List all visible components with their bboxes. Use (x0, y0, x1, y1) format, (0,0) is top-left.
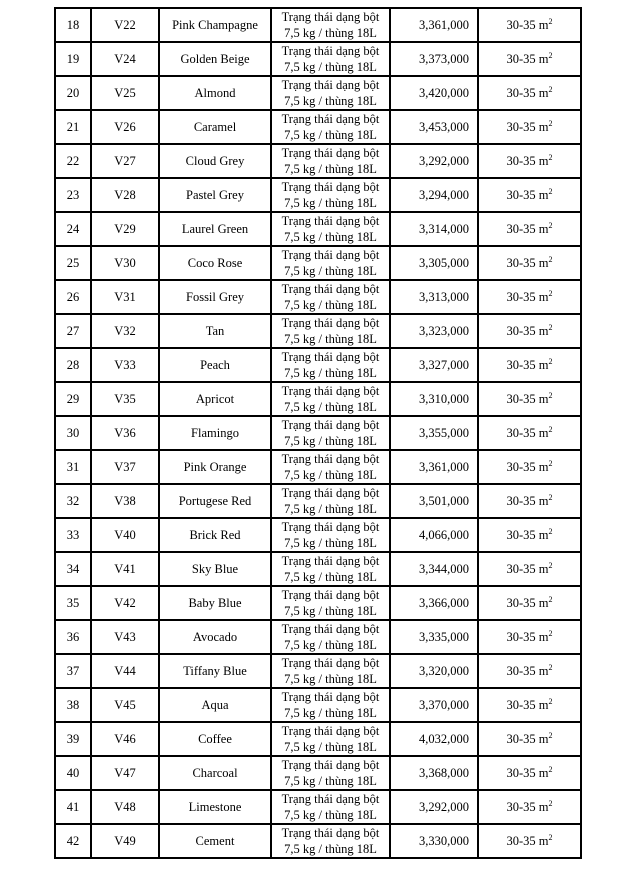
coverage-area-unit-superscript: 2 (548, 356, 553, 366)
product-state-cell (271, 382, 390, 416)
coverage-area-cell (478, 178, 581, 212)
product-state-line1: Trạng thái dạng bột (281, 350, 380, 364)
coverage-area-value: 30-35 m (506, 153, 549, 168)
product-state-cell (271, 824, 390, 858)
product-state-line1: Trạng thái dạng bột (281, 724, 380, 738)
color-name-cell: Tiffany Blue (159, 654, 271, 688)
table-row (55, 8, 581, 42)
coverage-area-cell (478, 552, 581, 586)
color-code-cell: V47 (91, 756, 159, 790)
product-state-cell (271, 756, 390, 790)
coverage-area-unit-superscript: 2 (548, 696, 553, 706)
coverage-area-cell (478, 8, 581, 42)
product-state-line1: Trạng thái dạng bột (281, 792, 380, 806)
product-state-line2: 7,5 kg / thùng 18L (284, 808, 377, 822)
coverage-area-cell (478, 518, 581, 552)
table-row (55, 688, 581, 722)
row-number-cell: 41 (55, 790, 91, 824)
row-number-cell: 40 (55, 756, 91, 790)
coverage-area-cell (478, 280, 581, 314)
table-row (55, 110, 581, 144)
product-state-line1: Trạng thái dạng bột (281, 10, 380, 24)
product-state-cell (271, 722, 390, 756)
price-cell: 3,335,000 (390, 620, 478, 654)
price-cell: 3,370,000 (390, 688, 478, 722)
color-code-cell: V38 (91, 484, 159, 518)
color-code-cell: V41 (91, 552, 159, 586)
coverage-area-cell (478, 688, 581, 722)
coverage-area-unit-superscript: 2 (548, 16, 553, 26)
product-state-cell (271, 42, 390, 76)
product-state-line2: 7,5 kg / thùng 18L (284, 842, 377, 856)
color-code-cell: V25 (91, 76, 159, 110)
row-number-cell: 34 (55, 552, 91, 586)
coverage-area-value: 30-35 m (506, 493, 549, 508)
product-state-cell (271, 76, 390, 110)
product-state-line2: 7,5 kg / thùng 18L (284, 298, 377, 312)
color-name-cell: Aqua (159, 688, 271, 722)
table-row (55, 450, 581, 484)
product-state-line1: Trạng thái dạng bột (281, 418, 380, 432)
color-code-cell: V43 (91, 620, 159, 654)
color-name-cell: Flamingo (159, 416, 271, 450)
product-state-line1: Trạng thái dạng bột (281, 758, 380, 772)
row-number-cell: 33 (55, 518, 91, 552)
color-name-cell: Almond (159, 76, 271, 110)
coverage-area-value: 30-35 m (506, 357, 549, 372)
product-state-cell (271, 654, 390, 688)
coverage-area-value: 30-35 m (506, 323, 549, 338)
color-name-cell: Caramel (159, 110, 271, 144)
coverage-area-value: 30-35 m (506, 425, 549, 440)
coverage-area-unit-superscript: 2 (548, 628, 553, 638)
price-cell: 3,361,000 (390, 450, 478, 484)
product-state-line2: 7,5 kg / thùng 18L (284, 774, 377, 788)
price-table-body (55, 8, 581, 858)
color-code-cell: V48 (91, 790, 159, 824)
color-name-cell: Baby Blue (159, 586, 271, 620)
product-state-line2: 7,5 kg / thùng 18L (284, 638, 377, 652)
row-number-cell: 38 (55, 688, 91, 722)
coverage-area-cell (478, 654, 581, 688)
price-cell: 3,453,000 (390, 110, 478, 144)
table-row (55, 382, 581, 416)
price-cell: 3,501,000 (390, 484, 478, 518)
table-row (55, 178, 581, 212)
coverage-area-value: 30-35 m (506, 595, 549, 610)
price-cell: 3,310,000 (390, 382, 478, 416)
row-number-cell: 19 (55, 42, 91, 76)
coverage-area-unit-superscript: 2 (548, 832, 553, 842)
product-state-cell (271, 110, 390, 144)
product-state-line2: 7,5 kg / thùng 18L (284, 94, 377, 108)
product-state-line1: Trạng thái dạng bột (281, 384, 380, 398)
price-cell: 3,420,000 (390, 76, 478, 110)
row-number-cell: 39 (55, 722, 91, 756)
coverage-area-unit-superscript: 2 (548, 390, 553, 400)
coverage-area-value: 30-35 m (506, 765, 549, 780)
coverage-area-cell (478, 246, 581, 280)
coverage-area-cell (478, 416, 581, 450)
product-state-line1: Trạng thái dạng bột (281, 622, 380, 636)
price-cell: 3,327,000 (390, 348, 478, 382)
price-cell: 3,313,000 (390, 280, 478, 314)
color-name-cell: Cement (159, 824, 271, 858)
coverage-area-cell (478, 722, 581, 756)
row-number-cell: 26 (55, 280, 91, 314)
product-state-line1: Trạng thái dạng bột (281, 826, 380, 840)
product-state-cell (271, 484, 390, 518)
product-state-line2: 7,5 kg / thùng 18L (284, 706, 377, 720)
color-name-cell: Pink Orange (159, 450, 271, 484)
coverage-area-cell (478, 110, 581, 144)
color-name-cell: Cloud Grey (159, 144, 271, 178)
coverage-area-unit-superscript: 2 (548, 118, 553, 128)
row-number-cell: 42 (55, 824, 91, 858)
color-code-cell: V27 (91, 144, 159, 178)
row-number-cell: 23 (55, 178, 91, 212)
coverage-area-unit-superscript: 2 (548, 730, 553, 740)
color-code-cell: V46 (91, 722, 159, 756)
coverage-area-unit-superscript: 2 (548, 424, 553, 434)
product-state-line2: 7,5 kg / thùng 18L (284, 570, 377, 584)
price-cell: 3,330,000 (390, 824, 478, 858)
coverage-area-unit-superscript: 2 (548, 764, 553, 774)
color-code-cell: V26 (91, 110, 159, 144)
product-state-line1: Trạng thái dạng bột (281, 146, 380, 160)
price-cell: 3,373,000 (390, 42, 478, 76)
color-name-cell: Pastel Grey (159, 178, 271, 212)
product-state-line2: 7,5 kg / thùng 18L (284, 332, 377, 346)
coverage-area-value: 30-35 m (506, 187, 549, 202)
color-code-cell: V30 (91, 246, 159, 280)
color-code-cell: V37 (91, 450, 159, 484)
product-state-cell (271, 790, 390, 824)
color-code-cell: V33 (91, 348, 159, 382)
table-row (55, 348, 581, 382)
product-state-line2: 7,5 kg / thùng 18L (284, 366, 377, 380)
product-state-line1: Trạng thái dạng bột (281, 452, 380, 466)
table-row (55, 212, 581, 246)
product-state-line2: 7,5 kg / thùng 18L (284, 672, 377, 686)
row-number-cell: 35 (55, 586, 91, 620)
coverage-area-cell (478, 790, 581, 824)
color-name-cell: Pink Champagne (159, 8, 271, 42)
row-number-cell: 22 (55, 144, 91, 178)
coverage-area-value: 30-35 m (506, 391, 549, 406)
product-state-line2: 7,5 kg / thùng 18L (284, 162, 377, 176)
coverage-area-value: 30-35 m (506, 119, 549, 134)
coverage-area-value: 30-35 m (506, 697, 549, 712)
price-cell: 3,355,000 (390, 416, 478, 450)
product-state-cell (271, 586, 390, 620)
product-state-cell (271, 280, 390, 314)
product-state-cell (271, 212, 390, 246)
product-state-line2: 7,5 kg / thùng 18L (284, 128, 377, 142)
price-cell: 3,323,000 (390, 314, 478, 348)
row-number-cell: 21 (55, 110, 91, 144)
color-name-cell: Peach (159, 348, 271, 382)
color-name-cell: Tan (159, 314, 271, 348)
table-row (55, 586, 581, 620)
product-state-line1: Trạng thái dạng bột (281, 180, 380, 194)
product-state-line2: 7,5 kg / thùng 18L (284, 230, 377, 244)
row-number-cell: 18 (55, 8, 91, 42)
table-row (55, 76, 581, 110)
product-state-line1: Trạng thái dạng bột (281, 44, 380, 58)
coverage-area-value: 30-35 m (506, 561, 549, 576)
price-cell: 3,368,000 (390, 756, 478, 790)
color-name-cell: Brick Red (159, 518, 271, 552)
color-name-cell: Limestone (159, 790, 271, 824)
product-state-cell (271, 348, 390, 382)
color-code-cell: V44 (91, 654, 159, 688)
row-number-cell: 36 (55, 620, 91, 654)
coverage-area-unit-superscript: 2 (548, 322, 553, 332)
product-state-line2: 7,5 kg / thùng 18L (284, 536, 377, 550)
product-state-line1: Trạng thái dạng bột (281, 554, 380, 568)
coverage-area-unit-superscript: 2 (548, 288, 553, 298)
coverage-area-cell (478, 824, 581, 858)
row-number-cell: 30 (55, 416, 91, 450)
coverage-area-cell (478, 382, 581, 416)
color-name-cell: Sky Blue (159, 552, 271, 586)
table-row (55, 416, 581, 450)
price-cell: 4,066,000 (390, 518, 478, 552)
coverage-area-value: 30-35 m (506, 629, 549, 644)
coverage-area-value: 30-35 m (506, 85, 549, 100)
product-state-cell (271, 620, 390, 654)
row-number-cell: 20 (55, 76, 91, 110)
color-code-cell: V36 (91, 416, 159, 450)
color-name-cell: Avocado (159, 620, 271, 654)
table-row (55, 518, 581, 552)
table-row (55, 144, 581, 178)
product-state-line2: 7,5 kg / thùng 18L (284, 740, 377, 754)
product-state-cell (271, 518, 390, 552)
price-cell: 3,344,000 (390, 552, 478, 586)
table-row (55, 790, 581, 824)
product-state-line1: Trạng thái dạng bột (281, 690, 380, 704)
coverage-area-cell (478, 450, 581, 484)
color-name-cell: Golden Beige (159, 42, 271, 76)
coverage-area-cell (478, 620, 581, 654)
product-state-line1: Trạng thái dạng bột (281, 520, 380, 534)
coverage-area-cell (478, 42, 581, 76)
coverage-area-value: 30-35 m (506, 459, 549, 474)
product-state-line1: Trạng thái dạng bột (281, 78, 380, 92)
price-cell: 3,320,000 (390, 654, 478, 688)
row-number-cell: 28 (55, 348, 91, 382)
table-row (55, 484, 581, 518)
coverage-area-unit-superscript: 2 (548, 662, 553, 672)
product-state-cell (271, 450, 390, 484)
table-row (55, 722, 581, 756)
price-cell: 3,314,000 (390, 212, 478, 246)
price-cell: 3,292,000 (390, 790, 478, 824)
table-row (55, 620, 581, 654)
coverage-area-value: 30-35 m (506, 51, 549, 66)
price-cell: 3,294,000 (390, 178, 478, 212)
product-state-line1: Trạng thái dạng bột (281, 214, 380, 228)
coverage-area-unit-superscript: 2 (548, 186, 553, 196)
row-number-cell: 24 (55, 212, 91, 246)
color-name-cell: Fossil Grey (159, 280, 271, 314)
coverage-area-value: 30-35 m (506, 799, 549, 814)
coverage-area-cell (478, 212, 581, 246)
color-code-cell: V42 (91, 586, 159, 620)
color-code-cell: V35 (91, 382, 159, 416)
product-state-line2: 7,5 kg / thùng 18L (284, 502, 377, 516)
coverage-area-value: 30-35 m (506, 289, 549, 304)
product-state-cell (271, 416, 390, 450)
color-code-cell: V28 (91, 178, 159, 212)
coverage-area-unit-superscript: 2 (548, 220, 553, 230)
product-state-cell (271, 178, 390, 212)
product-state-cell (271, 8, 390, 42)
table-row (55, 42, 581, 76)
product-state-line1: Trạng thái dạng bột (281, 656, 380, 670)
price-cell: 3,361,000 (390, 8, 478, 42)
coverage-area-unit-superscript: 2 (548, 798, 553, 808)
price-table (54, 7, 582, 859)
coverage-area-cell (478, 348, 581, 382)
table-row (55, 756, 581, 790)
product-state-line1: Trạng thái dạng bột (281, 486, 380, 500)
product-state-cell (271, 552, 390, 586)
row-number-cell: 29 (55, 382, 91, 416)
product-state-line2: 7,5 kg / thùng 18L (284, 604, 377, 618)
product-state-line1: Trạng thái dạng bột (281, 588, 380, 602)
product-state-line1: Trạng thái dạng bột (281, 282, 380, 296)
color-name-cell: Charcoal (159, 756, 271, 790)
price-cell: 3,292,000 (390, 144, 478, 178)
coverage-area-unit-superscript: 2 (548, 152, 553, 162)
product-state-line1: Trạng thái dạng bột (281, 112, 380, 126)
row-number-cell: 31 (55, 450, 91, 484)
coverage-area-cell (478, 756, 581, 790)
color-name-cell: Coffee (159, 722, 271, 756)
color-code-cell: V32 (91, 314, 159, 348)
row-number-cell: 27 (55, 314, 91, 348)
color-code-cell: V40 (91, 518, 159, 552)
product-state-line2: 7,5 kg / thùng 18L (284, 196, 377, 210)
coverage-area-value: 30-35 m (506, 527, 549, 542)
coverage-area-value: 30-35 m (506, 663, 549, 678)
color-code-cell: V49 (91, 824, 159, 858)
product-state-cell (271, 246, 390, 280)
price-cell: 3,305,000 (390, 246, 478, 280)
coverage-area-value: 30-35 m (506, 833, 549, 848)
row-number-cell: 32 (55, 484, 91, 518)
color-name-cell: Coco Rose (159, 246, 271, 280)
table-row (55, 280, 581, 314)
coverage-area-unit-superscript: 2 (548, 458, 553, 468)
coverage-area-unit-superscript: 2 (548, 594, 553, 604)
coverage-area-cell (478, 76, 581, 110)
coverage-area-cell (478, 314, 581, 348)
coverage-area-value: 30-35 m (506, 221, 549, 236)
coverage-area-unit-superscript: 2 (548, 526, 553, 536)
coverage-area-cell (478, 144, 581, 178)
product-state-line2: 7,5 kg / thùng 18L (284, 264, 377, 278)
coverage-area-unit-superscript: 2 (548, 560, 553, 570)
color-code-cell: V24 (91, 42, 159, 76)
product-state-cell (271, 688, 390, 722)
product-state-cell (271, 144, 390, 178)
color-name-cell: Portugese Red (159, 484, 271, 518)
coverage-area-unit-superscript: 2 (548, 50, 553, 60)
product-state-line2: 7,5 kg / thùng 18L (284, 434, 377, 448)
product-state-line2: 7,5 kg / thùng 18L (284, 400, 377, 414)
coverage-area-value: 30-35 m (506, 17, 549, 32)
product-state-line1: Trạng thái dạng bột (281, 316, 380, 330)
table-row (55, 246, 581, 280)
price-cell: 3,366,000 (390, 586, 478, 620)
row-number-cell: 37 (55, 654, 91, 688)
product-state-line2: 7,5 kg / thùng 18L (284, 26, 377, 40)
coverage-area-value: 30-35 m (506, 731, 549, 746)
coverage-area-cell (478, 586, 581, 620)
row-number-cell: 25 (55, 246, 91, 280)
table-row (55, 314, 581, 348)
table-row (55, 824, 581, 858)
color-code-cell: V29 (91, 212, 159, 246)
coverage-area-value: 30-35 m (506, 255, 549, 270)
color-name-cell: Apricot (159, 382, 271, 416)
product-state-cell (271, 314, 390, 348)
color-code-cell: V31 (91, 280, 159, 314)
color-code-cell: V45 (91, 688, 159, 722)
price-cell: 4,032,000 (390, 722, 478, 756)
color-name-cell: Laurel Green (159, 212, 271, 246)
coverage-area-unit-superscript: 2 (548, 254, 553, 264)
coverage-area-unit-superscript: 2 (548, 492, 553, 502)
product-state-line2: 7,5 kg / thùng 18L (284, 468, 377, 482)
table-row (55, 552, 581, 586)
color-code-cell: V22 (91, 8, 159, 42)
table-row (55, 654, 581, 688)
product-state-line2: 7,5 kg / thùng 18L (284, 60, 377, 74)
coverage-area-unit-superscript: 2 (548, 84, 553, 94)
coverage-area-cell (478, 484, 581, 518)
product-state-line1: Trạng thái dạng bột (281, 248, 380, 262)
